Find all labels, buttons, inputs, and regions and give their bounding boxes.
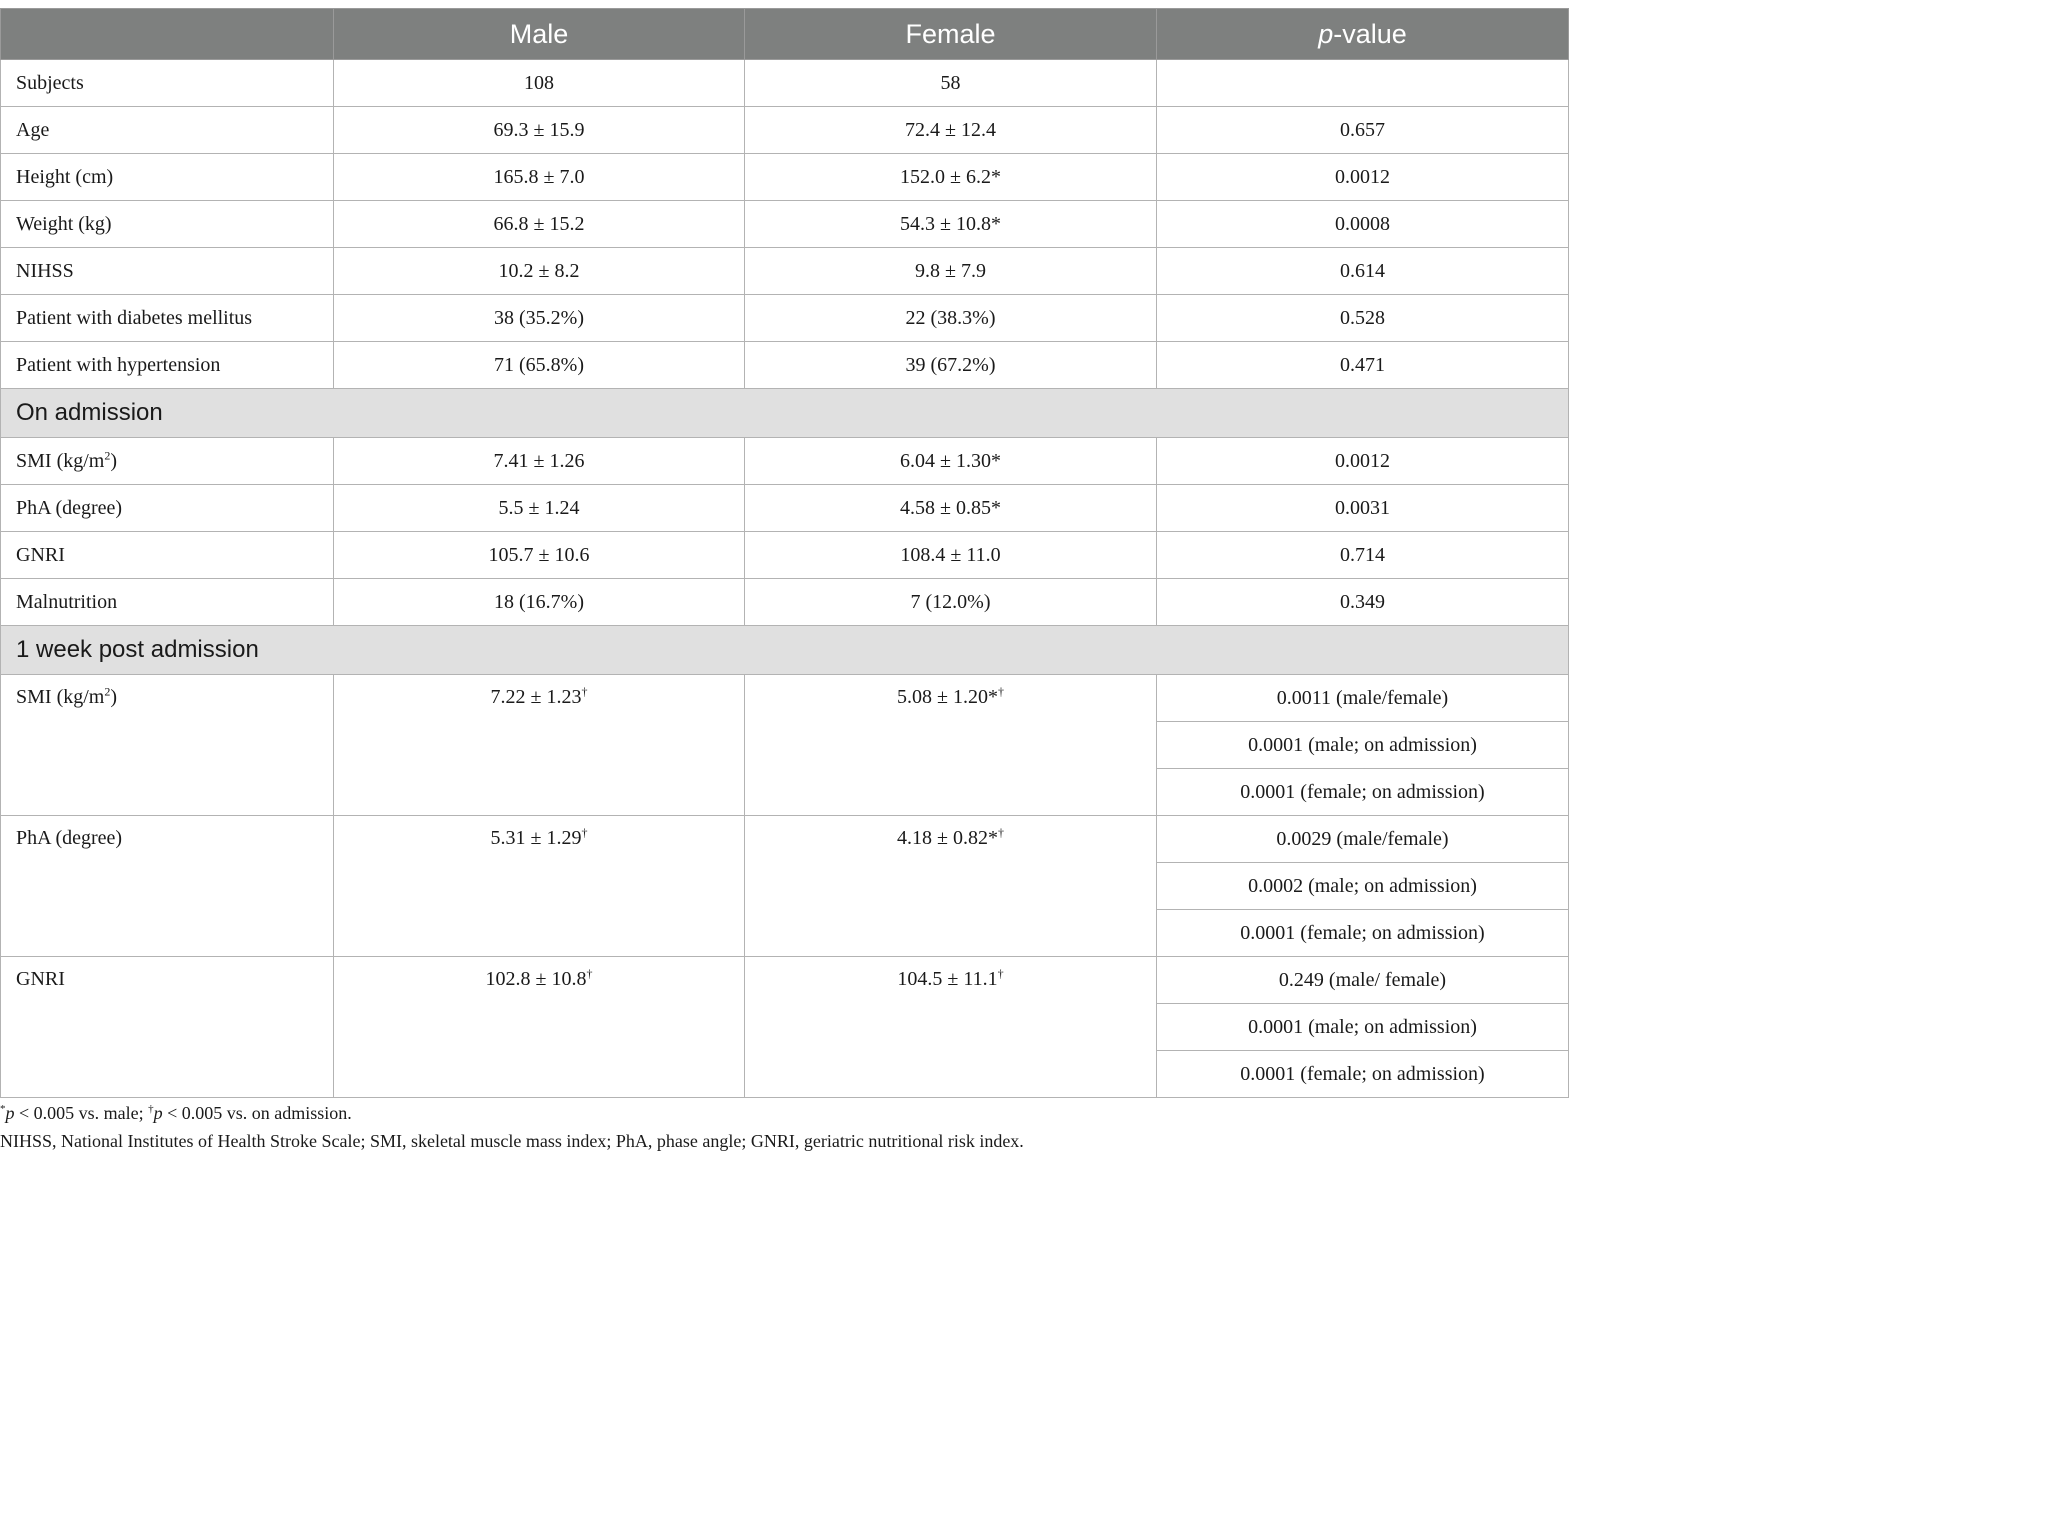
footnote-text2: < 0.005 vs. on admission. <box>162 1103 352 1123</box>
footnote-dagger: † <box>148 1103 154 1115</box>
row-label <box>1 675 334 816</box>
dagger-mark: † <box>581 825 588 840</box>
p-value: 0.349 <box>1157 579 1569 626</box>
smi-label-post: ) <box>110 449 118 472</box>
section-row-1-week <box>1 626 1569 675</box>
header-p-value <box>1157 9 1569 60</box>
row-label: Subjects <box>1 60 334 107</box>
female-value: 9.8 ± 7.9 <box>745 248 1157 295</box>
table-row <box>1 485 1569 532</box>
table-row <box>1 438 1569 485</box>
header-female: Female <box>745 9 1157 60</box>
p-value: 0.0011 (male/female) <box>1157 675 1569 722</box>
table-row <box>1 816 1569 863</box>
male-value: 71 (65.8%) <box>334 342 745 389</box>
table-row <box>1 107 1569 154</box>
male-value-text: 7.22 ± 1.23 <box>490 686 582 708</box>
female-value: 108.4 ± 11.0 <box>745 532 1157 579</box>
female-value: 22 (38.3%) <box>745 295 1157 342</box>
table-row <box>1 675 1569 722</box>
dagger-mark: † <box>997 825 1004 840</box>
male-value: 108 <box>334 60 745 107</box>
p-value: 0.0012 <box>1157 154 1569 201</box>
table-row <box>1 295 1569 342</box>
footnote-star: * <box>0 1103 6 1115</box>
female-value: 58 <box>745 60 1157 107</box>
row-label: Patient with hypertension <box>1 342 334 389</box>
table-row <box>1 60 1569 107</box>
section-title: 1 week post admission <box>1 626 1569 675</box>
female-value: 152.0 ± 6.2* <box>745 154 1157 201</box>
p-value: 0.657 <box>1157 107 1569 154</box>
male-value <box>334 816 745 957</box>
table-row <box>1 201 1569 248</box>
p-value: 0.0008 <box>1157 201 1569 248</box>
male-value <box>334 957 745 1098</box>
characteristics-table-container <box>0 8 1568 1098</box>
row-label: Malnutrition <box>1 579 334 626</box>
table-row <box>1 532 1569 579</box>
female-value: 72.4 ± 12.4 <box>745 107 1157 154</box>
p-value: 0.0001 (male; on admission) <box>1157 1004 1569 1051</box>
male-value: 18 (16.7%) <box>334 579 745 626</box>
smi-label-pre: SMI (kg/m <box>16 686 105 708</box>
smi-label-post: ) <box>110 686 118 708</box>
male-value: 105.7 ± 10.6 <box>334 532 745 579</box>
header-row <box>1 9 1569 60</box>
male-value: 66.8 ± 15.2 <box>334 201 745 248</box>
smi-label-pre: SMI (kg/m <box>16 449 105 472</box>
row-label: Height (cm) <box>1 154 334 201</box>
smi-label-sup: 2 <box>104 684 111 699</box>
p-value: 0.471 <box>1157 342 1569 389</box>
female-value-text: 104.5 ± 11.1 <box>897 968 998 990</box>
section-row-on-admission <box>1 389 1569 438</box>
footnote-significance <box>0 1099 1568 1127</box>
footnote-p1: p <box>5 1103 15 1123</box>
row-label: NIHSS <box>1 248 334 295</box>
row-label <box>1 438 334 485</box>
female-value: 7 (12.0%) <box>745 579 1157 626</box>
row-label: PhA (degree) <box>1 485 334 532</box>
header-male: Male <box>334 9 745 60</box>
row-label: GNRI <box>1 532 334 579</box>
dagger-mark: † <box>581 684 588 699</box>
footnote-text1: < 0.005 vs. male; <box>14 1103 149 1123</box>
p-value <box>1157 60 1569 107</box>
row-label: Patient with diabetes mellitus <box>1 295 334 342</box>
p-value: 0.0002 (male; on admission) <box>1157 863 1569 910</box>
dagger-mark: † <box>586 966 593 981</box>
table-row <box>1 957 1569 1004</box>
female-value <box>745 816 1157 957</box>
p-value: 0.0001 (male; on admission) <box>1157 722 1569 769</box>
p-value: 0.0012 <box>1157 438 1569 485</box>
male-value: 38 (35.2%) <box>334 295 745 342</box>
female-value: 4.58 ± 0.85* <box>745 485 1157 532</box>
female-value-text: 4.18 ± 0.82* <box>897 827 998 849</box>
table-row <box>1 579 1569 626</box>
p-value: 0.0029 (male/female) <box>1157 816 1569 863</box>
p-value: 0.0001 (female; on admission) <box>1157 910 1569 957</box>
table-row <box>1 154 1569 201</box>
dagger-mark: † <box>997 966 1004 981</box>
table-footnotes <box>0 1099 1568 1155</box>
row-label: Weight (kg) <box>1 201 334 248</box>
p-value: 0.0001 (female; on admission) <box>1157 1051 1569 1098</box>
footnote-abbreviations: NIHSS, National Institutes of Health Stroke Scale; SMI, skeletal muscle mass index; PhA, phase angle; GNRI, geriatric nutritional risk index. <box>0 1131 1024 1151</box>
row-label: Age <box>1 107 334 154</box>
female-value <box>745 957 1157 1098</box>
female-value <box>745 675 1157 816</box>
table-row <box>1 342 1569 389</box>
male-value <box>334 675 745 816</box>
table-row <box>1 248 1569 295</box>
female-value: 6.04 ± 1.30* <box>745 438 1157 485</box>
p-value: 0.249 (male/ female) <box>1157 957 1569 1004</box>
male-value: 10.2 ± 8.2 <box>334 248 745 295</box>
male-value: 7.41 ± 1.26 <box>334 438 745 485</box>
male-value-text: 5.31 ± 1.29 <box>490 827 582 849</box>
smi-label-sup: 2 <box>104 447 111 462</box>
male-value: 165.8 ± 7.0 <box>334 154 745 201</box>
p-value: 0.0031 <box>1157 485 1569 532</box>
p-value: 0.528 <box>1157 295 1569 342</box>
male-value: 69.3 ± 15.9 <box>334 107 745 154</box>
male-value: 5.5 ± 1.24 <box>334 485 745 532</box>
female-value-text: 5.08 ± 1.20* <box>897 686 998 708</box>
p-value: 0.714 <box>1157 532 1569 579</box>
characteristics-table <box>0 8 1569 1098</box>
row-label: PhA (degree) <box>1 816 334 957</box>
female-value: 54.3 ± 10.8* <box>745 201 1157 248</box>
header-empty-cell <box>1 9 334 60</box>
male-value-text: 102.8 ± 10.8 <box>485 968 587 990</box>
p-value: 0.614 <box>1157 248 1569 295</box>
section-title: On admission <box>1 389 1569 438</box>
female-value: 39 (67.2%) <box>745 342 1157 389</box>
footnote-p2: p <box>153 1103 163 1123</box>
header-p-rest: -value <box>1333 18 1407 49</box>
dagger-mark: † <box>997 684 1004 699</box>
header-p-letter: p <box>1318 18 1334 49</box>
p-value: 0.0001 (female; on admission) <box>1157 769 1569 816</box>
row-label: GNRI <box>1 957 334 1098</box>
